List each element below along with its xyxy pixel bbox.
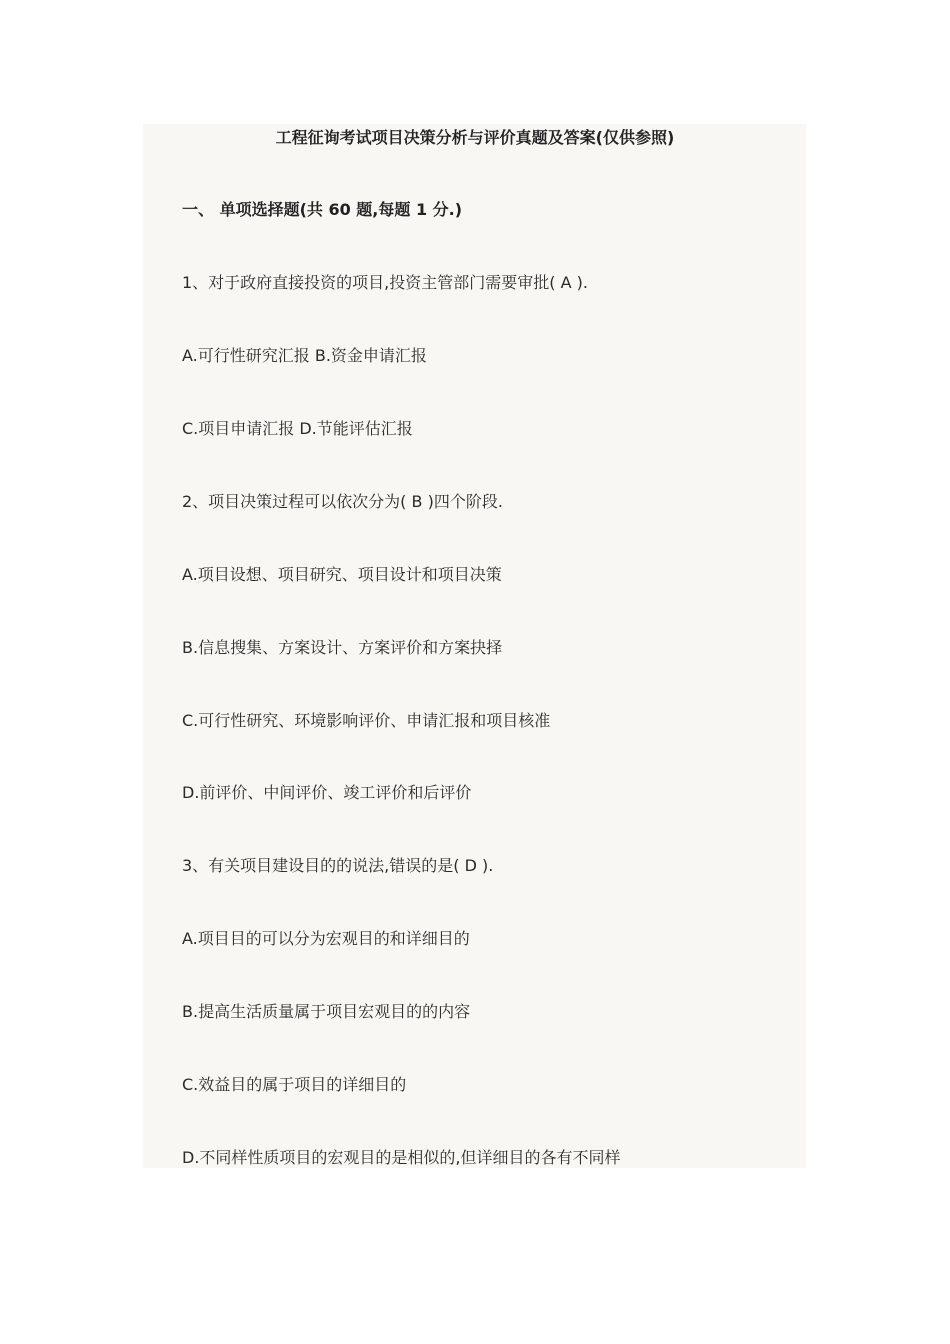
- document-title: 工程征询考试项目决策分析与评价真题及答案(仅供参照): [275, 128, 675, 147]
- section-heading: 一、 单项选择题(共 60 题,每题 1 分.): [182, 200, 463, 219]
- question-2-option-a: A.项目设想、项目研究、项目设计和项目决策: [182, 565, 502, 584]
- question-2-option-d: D.前评价、中间评价、竣工评价和后评价: [182, 783, 472, 802]
- question-2-stem: 2、项目决策过程可以依次分为( B )四个阶段.: [182, 492, 503, 511]
- question-2-option-c: C.可行性研究、环境影响评价、申请汇报和项目核准: [182, 711, 551, 730]
- question-3-option-b: B.提高生活质量属于项目宏观目的的内容: [182, 1002, 471, 1021]
- question-2-option-b: B.信息搜集、方案设计、方案评价和方案抉择: [182, 638, 503, 657]
- question-1-stem: 1、对于政府直接投资的项目,投资主管部门需要审批( A ).: [182, 273, 588, 292]
- question-3-stem: 3、有关项目建设目的的说法,错误的是( D ).: [182, 856, 494, 875]
- question-3-option-c: C.效益目的属于项目的详细目的: [182, 1075, 407, 1094]
- question-1-options-cd: C.项目申请汇报 D.节能评估汇报: [182, 419, 413, 438]
- question-1-options-ab: A.可行性研究汇报 B.资金申请汇报: [182, 346, 427, 365]
- question-3-option-a: A.项目目的可以分为宏观目的和详细目的: [182, 929, 470, 948]
- question-3-option-d: D.不同样性质项目的宏观目的是相似的,但详细目的各有不同样: [182, 1148, 621, 1167]
